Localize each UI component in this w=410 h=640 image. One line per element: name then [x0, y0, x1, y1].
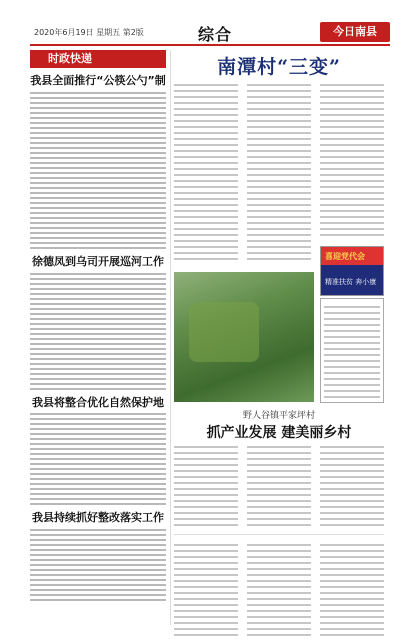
section-title: 综合 — [198, 25, 233, 44]
newspaper-logo: 今日南县 — [320, 22, 390, 42]
promo-image-caption: 精准扶贫 奔小康 — [325, 278, 377, 286]
feature-text-col-1 — [174, 80, 238, 263]
headline-2: 徐德凤到乌司开展巡河工作 — [32, 254, 164, 268]
feature-column — [174, 50, 384, 635]
feature-title: 南潭村“三变” — [217, 56, 341, 78]
headline-4: 我县持续抓好整改落实工作 — [32, 511, 164, 525]
article-1-text — [30, 92, 166, 249]
article-2-text — [30, 273, 166, 390]
story-headline: 抓产业发展 建美丽乡村 — [206, 425, 352, 441]
header-rule — [30, 44, 390, 46]
story-kicker: 野人谷镇平家坪村 — [242, 411, 315, 421]
issue-date: 2020年6月19日 星期五 第2版 — [34, 28, 144, 37]
page-header — [0, 0, 410, 48]
lower-text-col-1 — [174, 540, 238, 640]
article-3-text — [30, 413, 166, 505]
lower-text-col-3 — [320, 540, 384, 640]
lower-text-col-2 — [247, 540, 311, 640]
headline-1: 我县全面推行“公筷公勺”制 — [30, 74, 166, 87]
promo-image-title: 喜迎党代会 — [325, 252, 365, 261]
feature-text-col-2 — [247, 80, 311, 263]
news-digest-column — [30, 50, 166, 630]
village-photo — [174, 272, 314, 402]
story-divider — [174, 534, 384, 535]
news-digest-banner: 时政快递 — [30, 50, 166, 68]
column-divider — [170, 50, 171, 625]
photo-caption-box — [320, 298, 384, 403]
article-4-text — [30, 529, 166, 601]
story-text-col-3 — [320, 442, 384, 528]
story-text-col-1 — [174, 442, 238, 528]
promo-banner-image — [320, 246, 384, 296]
feature-text-col-3 — [320, 80, 384, 240]
story-text-col-2 — [247, 442, 311, 528]
headline-3: 我县将整合优化自然保护地 — [32, 395, 164, 409]
